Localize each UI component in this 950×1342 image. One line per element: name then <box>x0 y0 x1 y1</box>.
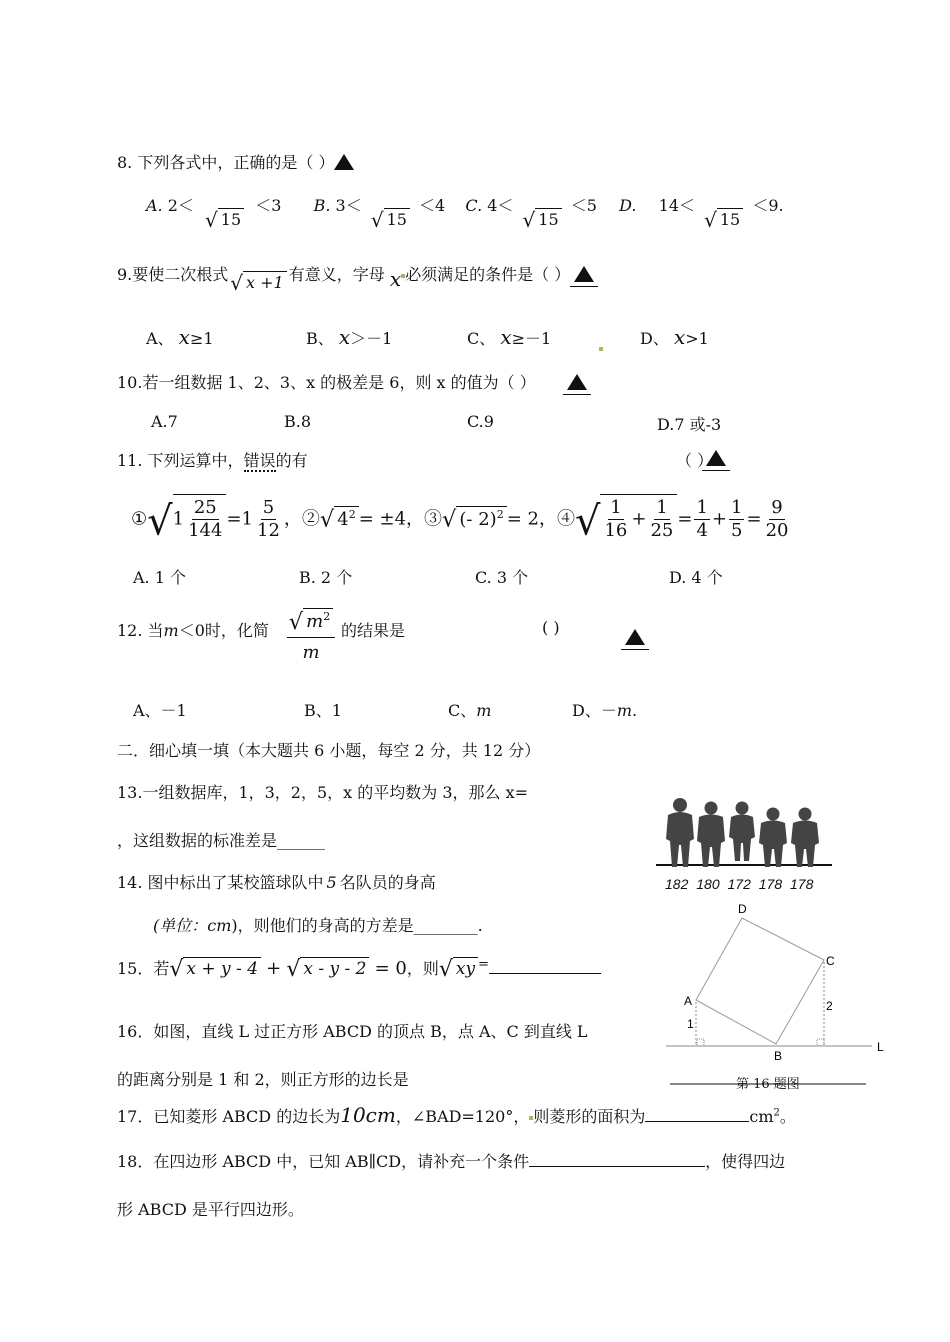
q14-l2a: (单位： <box>153 916 208 935</box>
q12-m: m <box>163 621 179 640</box>
q9-stem-a: 9.要使二次根式 <box>117 265 229 284</box>
q9-b-text: ＞－1 <box>350 329 393 348</box>
q15-radicand3: xy <box>453 957 478 979</box>
right-angle-a <box>697 1039 704 1046</box>
players-figure <box>652 795 837 875</box>
label-d: D <box>738 902 747 916</box>
q11-eq-a: = <box>677 508 693 530</box>
q9-c-label: C、 <box>467 329 496 348</box>
q12-radicand: m <box>306 611 324 632</box>
height-label: 178 <box>790 876 814 892</box>
q13-line2: ，这组数据的标准差是______ <box>117 831 326 850</box>
q11-answer-mark <box>702 449 730 471</box>
q8-a-radicand: 15 <box>218 208 244 229</box>
q9-radicand: x +1 <box>243 271 287 292</box>
q10-option-b: B.8 <box>284 412 312 431</box>
q11-option-a: A. 1 个 <box>133 568 186 587</box>
q9-option-d <box>640 325 709 349</box>
q10-stem-text: 10.若一组数据 1、2、3、x 的极差是 6，则 x 的值为（ ） <box>117 373 536 392</box>
q11-sep1: ，② <box>283 508 320 530</box>
q12-stem-c: 的结果是 <box>341 621 406 640</box>
q12-answer-mark <box>621 628 649 650</box>
q10-answer-mark <box>563 373 591 395</box>
q17-unit: cm <box>749 1107 774 1126</box>
q12-option-a: A、－1 <box>133 701 187 720</box>
q12-d-end: . <box>632 701 638 720</box>
figure-caption: 第 16 题图 <box>736 1077 800 1092</box>
q9-option-b <box>306 325 392 349</box>
height-label: 180 <box>696 876 720 892</box>
q9-b-var: x <box>338 325 351 349</box>
q15-plus: + <box>266 958 282 979</box>
q8-c-right: ＜5 <box>570 196 597 215</box>
q10-option-a: A.7 <box>151 412 178 431</box>
q8-d-right: ＜9. <box>752 196 784 215</box>
q9-a-label: A、 <box>146 329 174 348</box>
q11-e4-d1: 16 <box>604 520 628 541</box>
q8-a-left: 2＜ <box>167 196 194 215</box>
q11-e4-n1: 1 <box>610 497 622 518</box>
q11-option-b: B. 2 个 <box>299 568 353 587</box>
q11-paren <box>676 448 713 471</box>
q8-option-d-label: D. <box>619 196 637 215</box>
q9-c-var: x <box>500 325 512 349</box>
q8-a-sqrt: √ 15 <box>205 208 244 232</box>
q8-b-sqrt: √ 15 <box>371 208 410 232</box>
dot-mark <box>599 338 603 357</box>
q11-plus-a: + <box>631 508 647 530</box>
q9-answer-mark <box>570 265 598 287</box>
triangle-icon <box>625 629 645 645</box>
q17-b: ，∠BAD=120°， <box>395 1107 530 1126</box>
q12-option-d <box>572 698 637 721</box>
q8-c-radicand: 15 <box>535 208 561 229</box>
q8-stem-text: 8. 下列各式中，正确的是（ ） <box>117 153 335 172</box>
height-label: 172 <box>727 876 751 892</box>
square-abcd <box>696 918 824 1044</box>
height-label: 182 <box>665 876 689 892</box>
q11-e1-whole: 1 <box>172 508 185 530</box>
q11-e1-rnum: 5 <box>262 497 275 518</box>
q11-e1-num: ① <box>131 508 148 530</box>
triangle-icon <box>706 450 726 466</box>
q9-c-text: ≥－1 <box>511 329 552 348</box>
q11-paren-text: （ ） <box>676 451 714 470</box>
q11-e3-exp: 2 <box>496 507 504 521</box>
q11-sep3: ，④ <box>538 508 575 530</box>
q15-eq0: = 0 <box>374 958 407 979</box>
q11-stem-b: 的有 <box>275 451 308 470</box>
q12-paren: ( ) <box>542 618 560 637</box>
q17-end: 。 <box>779 1107 796 1126</box>
q11-stem-a: 11. 下列运算中， <box>117 451 244 470</box>
q12-d-m: m <box>616 701 633 720</box>
q18-line2: 形 ABCD 是平行四边形。 <box>117 1200 304 1219</box>
label-l: L <box>877 1040 884 1054</box>
q11-e4-n3: 1 <box>696 497 708 518</box>
q11-plus-b: + <box>711 508 728 530</box>
figure-16 <box>660 898 895 1098</box>
q11-e4-n2: 1 <box>656 497 668 518</box>
q17-c: 则菱形的面积为 <box>533 1107 646 1126</box>
q9-a-text: ≥1 <box>189 329 214 348</box>
q9-var: x <box>389 267 402 291</box>
heights-row <box>665 876 813 892</box>
q17-answer-blank[interactable] <box>645 1107 749 1122</box>
q14-l1a: 14. 图中标出了某校篮球队中 <box>117 873 324 892</box>
right-angle-c <box>817 1039 824 1046</box>
q18-l1b: ，使得四边 <box>705 1152 786 1171</box>
q11-e2-exp: 2 <box>348 507 356 521</box>
q10-option-c: C.9 <box>467 412 494 431</box>
q9-stem <box>117 262 598 295</box>
q18-answer-blank[interactable] <box>529 1152 705 1167</box>
q14-l1b: 名队员的身高 <box>339 873 436 892</box>
q18-l1a: 18．在四边形 ABCD 中，已知 AB∥CD，请补充一个条件 <box>117 1152 530 1171</box>
q14-five: 5 <box>326 873 337 892</box>
q16-line2: 的距离分别是 1 和 2，则正方形的边长是 <box>117 1070 409 1089</box>
q11-e3-rad: (- 2) <box>459 508 497 530</box>
q11-e4-n5: 9 <box>771 497 783 518</box>
q12-stem-a: 12. 当 <box>117 621 164 640</box>
q16-line1: 16．如图，直线 L 过正方形 ABCD 的顶点 B，点 A、C 到直线 L <box>117 1022 588 1041</box>
q10-stem <box>117 370 591 395</box>
q11-e4-d4: 5 <box>731 520 743 541</box>
label-a: A <box>684 994 693 1008</box>
q11-sep2: ，③ <box>406 508 443 530</box>
q8-b-left: 3＜ <box>335 196 362 215</box>
q8-b-right: ＜4 <box>419 196 446 215</box>
q11-expressions: ①√1 $\frac{25}{144}$ =1 $\frac{5}{12}$ ，②√ $4^2 = \pm 4$，③√ (- 2)$^2$ = 2，④√ $\frac{1}{16}$ + $\frac{1}{25}$ = $\frac{1}{4}$ + $\frac{1}{5}$ = $\frac{9}{20}$ <box>131 494 792 545</box>
triangle-icon <box>574 266 594 282</box>
q11-e4-d5: 20 <box>765 520 789 541</box>
q11-e2-rad: 4 <box>337 508 349 530</box>
q9-stem-b: 有意义，字母 <box>288 265 385 284</box>
q9-d-label: D、 <box>640 329 669 348</box>
q8-option-a-label: A. <box>146 196 163 215</box>
q8-stem <box>117 150 354 173</box>
label-1: 1 <box>687 1017 694 1031</box>
q13-line1: 13.一组数据库，1，3，2，5，x 的平均数为 3，那么 x= <box>117 783 529 802</box>
q10-option-d: D.7 或-3 <box>657 415 722 434</box>
q11-e1-den-part: 144 <box>188 520 223 541</box>
q14-line1 <box>117 870 436 893</box>
q8-b-radicand: 15 <box>384 208 410 229</box>
q9-option-c <box>467 325 551 349</box>
q8-a-right: ＜3 <box>255 196 282 215</box>
q12-fraction: √ $m^2$ m <box>287 608 335 663</box>
q15-eq: = <box>478 957 489 972</box>
q15-answer-blank[interactable] <box>489 959 601 974</box>
q14-line2 <box>153 913 483 936</box>
q8-d-sqrt: √ 15 <box>704 208 743 232</box>
q8-option-b-label: B. <box>313 196 331 215</box>
q9-stem-c: 必须满足的条件是（ ） <box>405 265 571 284</box>
q12-den: m <box>302 642 320 663</box>
q11-e1-result-frac <box>255 497 282 542</box>
q11-option-d: D. 4 个 <box>669 568 723 587</box>
q11-e1-eq: =1 <box>226 508 253 530</box>
q9-sqrt: √ x +1 <box>230 271 286 295</box>
q12-option-c <box>448 698 491 721</box>
label-c: C <box>826 954 835 968</box>
label-b: B <box>774 1049 783 1063</box>
q8-option-c-label: C. <box>465 196 483 215</box>
q11-e4-d3: 4 <box>696 520 708 541</box>
q15-prefix: 15．若 <box>117 959 170 978</box>
q11-e2-res: = ±4 <box>358 508 407 530</box>
q11-stem <box>117 448 308 471</box>
section-heading: 二．细心填一填（本大题共 6 小题，每空 2 分，共 12 分） <box>117 741 541 760</box>
q15-line: 15．若√ x + y - 4 + √ x - y - 2 = 0，则√ xy = <box>117 956 601 982</box>
q9-option-a <box>146 325 214 349</box>
q8-d-radicand: 15 <box>717 208 743 229</box>
q11-e1-rden: 12 <box>257 520 280 541</box>
q11-eq-b: = <box>746 508 762 530</box>
q12-option-b: B、1 <box>304 701 342 720</box>
q9-a-var: x <box>178 325 190 349</box>
q15-radicand1: x + y - 4 <box>183 957 261 979</box>
q8-options <box>146 193 784 232</box>
triangle-icon <box>567 374 587 390</box>
q8-d-left: 14＜ <box>658 196 696 215</box>
q15-then: ，则 <box>406 959 439 978</box>
height-label: 178 <box>758 876 783 892</box>
q8-c-sqrt: √ 15 <box>523 208 562 232</box>
q14-cm: cm <box>207 916 232 935</box>
q12-c-label: C、 <box>448 701 477 720</box>
q9-d-text: >1 <box>685 329 709 348</box>
q11-emphasis: 错误 <box>243 451 276 470</box>
q11-e4-d2: 25 <box>650 520 674 541</box>
q11-e1-frac <box>186 497 224 542</box>
q17-len: 10cm <box>340 1103 396 1127</box>
q12-exp: 2 <box>323 610 331 623</box>
q11-e3-res: = 2 <box>506 508 539 530</box>
q12-c-m: m <box>476 701 492 720</box>
q12-stem <box>117 618 269 641</box>
q12-stem-b: ＜0时，化简 <box>178 621 269 640</box>
q9-b-label: B、 <box>306 329 334 348</box>
label-2: 2 <box>826 999 833 1013</box>
q17-line <box>117 1103 796 1127</box>
q9-d-var: x <box>673 325 686 349</box>
q11-option-c: C. 3 个 <box>475 568 529 587</box>
q18-line1 <box>117 1149 785 1172</box>
q17-sup: 2 <box>773 1107 780 1119</box>
q15-radicand2: x - y - 2 <box>300 957 369 979</box>
q14-l2b: )，则他们的身高的方差是________. <box>231 916 483 935</box>
q8-c-left: 4＜ <box>487 196 514 215</box>
triangle-icon <box>334 154 354 170</box>
q11-e4-n4: 1 <box>731 497 743 518</box>
q11-e1-num-part: 25 <box>193 497 217 518</box>
q17-a: 17．已知菱形 ABCD 的边长为 <box>117 1107 341 1126</box>
q12-d-label: D、－ <box>572 701 617 720</box>
player-silhouettes <box>666 798 819 867</box>
